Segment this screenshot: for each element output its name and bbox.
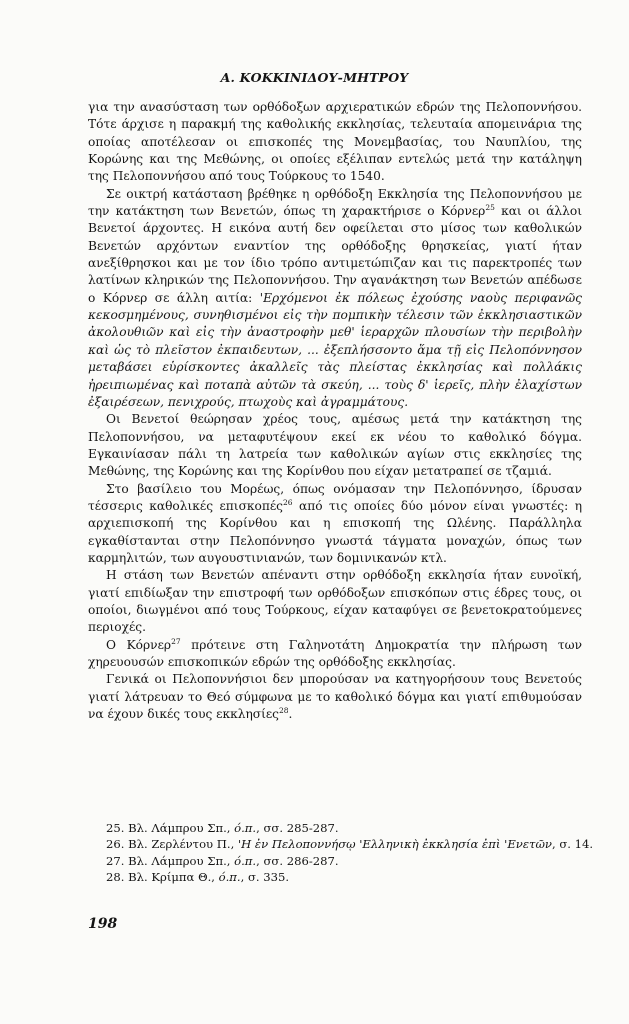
body-text xyxy=(88,99,582,723)
footnote-ref-28: 28 xyxy=(279,705,289,715)
paragraph-7: Γενικά οι Πελοποννήσιοι δεν μπορούσαν να κατηγορήσουν τους Βενετούς γιατί λάτρευαν το Θεό σύμφωνα με το καθολικό δόγμα και γιατί επιθυμούσαν να έχουν δικές τους εκκλησίες$^{28}$. xyxy=(88,672,582,722)
footnote-ref-25: 25 xyxy=(485,203,495,212)
footnotes xyxy=(88,820,594,885)
paragraph-5: Η στάση των Βενετών απέναντι στην ορθόδοξη εκκλησία ήταν ευνοϊκή, γιατί επιδίωξαν την επιστροφή των ορθόδοξων επισκόπων στις έδρες τους, οι οποίοι, διωγμένοι από τους Τούρκους, είχαν καταφύγει σε βενετοκρατούμενες περιοχές. xyxy=(88,568,582,635)
footnote-ref-26: 26 xyxy=(283,497,293,507)
footnote-25: 25. Βλ. Λάμπρου Σπ., ό.π., σσ. 285-287. xyxy=(106,821,339,835)
footnote-ref-27: 27 xyxy=(171,636,181,646)
page-number: 198 xyxy=(88,916,118,932)
running-header: Α. ΚΟΚΚΙΝΙΔΟΥ-ΜΗΤΡΟΥ xyxy=(220,70,409,85)
footnote-27: 27. Βλ. Λάμπρου Σπ., ό.π., σσ. 286-287. xyxy=(106,853,339,868)
paragraph-1: για την ανασύσταση των ορθόδοξων αρχιερατικών εδρών της Πελοποννήσου. Τότε άρχισε η παρακμή της καθολικής εκκλησίας, τελευταία απομεινάρια της οποίας αποτέλεσαν οι επισκοπές της Μονεμβασίας, του Ναυπλίου, της Κορώνης και της Μεθώνης, οι οποίες εξέλιπαν εντελώς μετά την κατάληψη της Πελοποννήσου από τους Τούρκους το 1540. xyxy=(88,100,582,184)
quotation: 'Ερχόμενοι ἐκ πόλεως ἐχούσης ναοὺς περιφανῶς κεκοσμημένους, συνηθισμένοι εἰς τὴν πομπικὴν τέλεσιν τῶν ἐκκλησιαστικῶν ἀκολουθιῶν καὶ εἰς τὴν ἀναστροφὴν μεθ' ἱεραρχῶν πλουσίων τὴν περιβολὴν καὶ ὡς τὸ πλεῖστον ἐκπαιδευτων, ... ἐξεπλήσσοντο ἅμα τῇ εἰς Πελοπόννησον μεταβάσει εὑρίσκοντες ἀκαλλεῖς τὰς πλείστας ἐκκλησίας καὶ πολλάκις ἠρειπιωμένας καὶ ποταπὰ αὐτῶν τὰ σκεύη, ... τοὺς δ' ἱερεῖς, πλὴν ἐλαχίστων ἐξαιρέσεων, πενιχρούς, πτωχοὺς καὶ ἀγραμμάτους. xyxy=(88,290,582,409)
paragraph-2: Σε οικτρή κατάσταση βρέθηκε η ορθόδοξη Εκκλησία της Πελοποννήσου με την κατάκτηση των Βενετών, όπως τη χαρακτήρισε ο Κόρνερ$^{25}$ και οι άλλοι Βενετοί άρχοντες. Η εικόνα αυτή δεν οφείλεται στο μίσος των καθολικών Βενετών αρχόντων εναντίον της ορθόδοξης θρησκείας, γιατί ήταν ανεξίθρησκοι και με τον ίδιο τρόπο αντιμετώπιζαν και τις παρεκτροπές των λατίνων κληρικών της Πελοποννήσου. Την αγανάκτηση των Βενετών απέδωσε ο Κόρνερ σε άλλη αιτία: 'Ερχόμενοι ἐκ πόλεως ἐχούσης ναοὺς περιφανῶς κεκοσμημένους, συνηθισμένοι εἰς τὴν πομπικὴν τέλεσιν τῶν ἐκκλησιαστικῶν ἀκολουθιῶν καὶ εἰς τὴν ἀναστροφὴν μεθ' ἱεραρχῶν πλουσίων τὴν περιβολὴν καὶ ὡς τὸ πλεῖστον ἐκπαιδευτων, ... ἐξεπλήσσοντο ἅμα τῇ εἰς Πελοπόννησον μεταβάσει εὑρίσκοντες ἀκαλλεῖς τὰς πλείστας ἐκκλησίας καὶ πολλάκις ἠρειπιωμένας καὶ ποταπὰ αὐτῶν τὰ σκεύη, ... τοὺς δ' ἱερεῖς, πλὴν ἐλαχίστων ἐξαιρέσεων, πενιχρούς, πτωχοὺς καὶ ἀγραμμάτους. xyxy=(88,186,582,409)
paragraph-4: Στο βασίλειο του Μορέως, όπως ονόμασαν την Πελοπόννησο, ίδρυσαν τέσσερις καθολικές επισκοπές$^{26}$ από τις οποίες δύο μόνον είναι γνωστές: η αρχιεπισκοπή της Κορίνθου και η επισκοπή της Ωλένης. Παράλληλα εγκαθίστανται στην Πελοπόννησο γνωστά τάγματα μοναχών, όπως των καρμηλιτών, των αυγουστινιανών, των δομινικανών κτλ. xyxy=(88,481,582,565)
footnote-28: 28. Βλ. Κρίμπα Θ., ό.π., σ. 335. xyxy=(106,869,290,884)
footnote-26: 26. Βλ. Ζερλέντου Π., 'Η ἐν Πελοποννήσῳ 'Ελληνικὴ ἐκκλησία ἐπὶ 'Ενετῶν, σ. 14. xyxy=(106,837,594,852)
paragraph-6: Ο Κόρνερ$^{27}$ πρότεινε στη Γαληνοτάτη Δημοκρατία την πλήρωση των χηρευουσών επισκοπικών εδρών της ορθόδοξης εκκλησίας. xyxy=(88,636,582,669)
paragraph-3: Οι Βενετοί θεώρησαν χρέος τους, αμέσως μετά την κατάκτηση της Πελοποννήσου, να μεταφυτέψουν εκεί εκ νέου το καθολικό δόγμα. Εγκαινίασαν πάλι τη λατρεία των καθολικών αγίων στις εκκλησίες της Μεθώνης, της Κορώνης και της Κορίνθου που είχαν μετατραπεί σε τζαμιά. xyxy=(88,412,582,479)
